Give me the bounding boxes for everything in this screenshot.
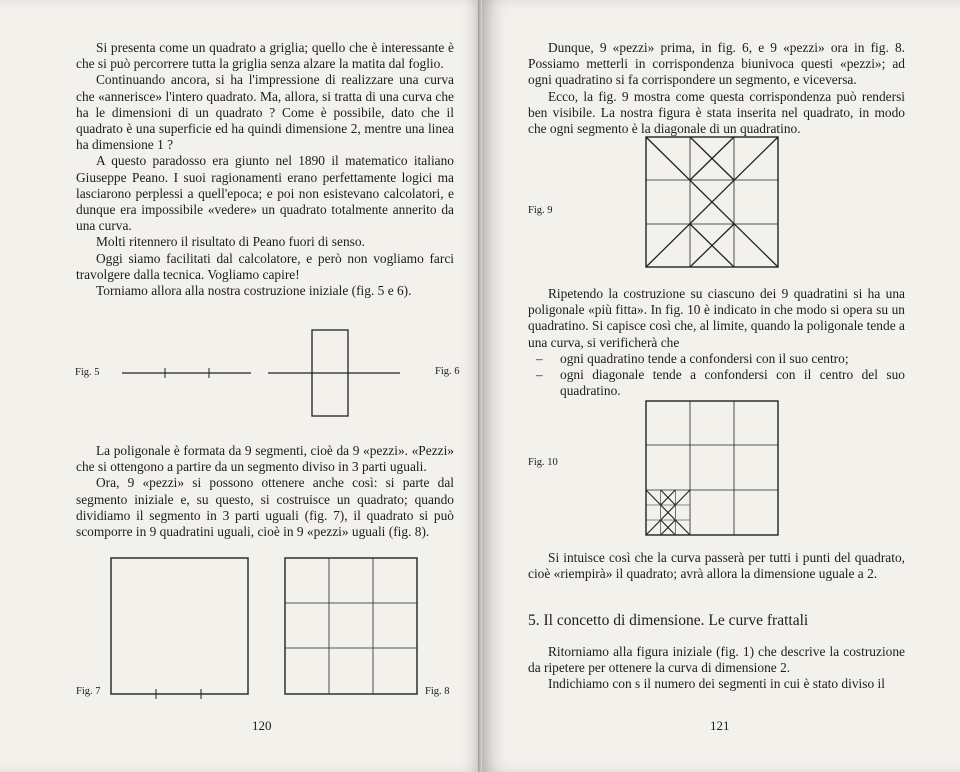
paragraph: La poligonale è formata da 9 segmenti, cioè da 9 «pezzi». «Pezzi» che si ottengono a partire da un segmento diviso in 3 parti uguali. [76,443,454,475]
fig8-drawing [282,555,422,700]
fig10-label: Fig. 10 [528,457,558,468]
fig8-label: Fig. 8 [425,686,450,697]
right-text-block-4 [528,644,905,693]
paragraph: Oggi siamo facilitati dal calcolatore, e però non vogliamo farci travolgere dalla tecnica. Vogliamo capire! [76,250,454,282]
right-text-block-3 [528,550,905,582]
paragraph: Si intuisce così che la curva passerà per tutti i punti del quadrato, cioè «riempirà» il quadrato; avrà allora la dimensione uguale a 2. [528,550,905,582]
paragraph: Torniamo allora alla nostra costruzione iniziale (fig. 5 e 6). [96,283,412,299]
paragraph: Ripetendo la costruzione su ciascuno dei 9 quadratini si ha una poligonale «più fitta». In fig. 10 è indicato in che modo si opera su un quadratino. Si capisce così che, al limite, quando la poligonale tende a una curva, si verificherà che [528,286,905,350]
right-text-block-1 [528,40,905,137]
paragraph: Dunque, 9 «pezzi» prima, in fig. 6, e 9 «pezzi» ora in fig. 8. Possiamo metterli in corrispondenza biunivoca questi «pezzi»; ad ogni quadratino si fa corrispondere un segmento, e viceversa. [528,40,905,88]
list-item: – ogni quadratino tende a confondersi con il suo centro; [528,351,905,367]
paragraph: Ecco, la fig. 9 mostra come questa corrispondenza può rendersi ben visibile. La nostra figura è stata inserita nel quadrato, in modo che ogni segmento è la diagonale di un quadratino. [528,88,905,137]
paragraph: Ritorniamo alla figura iniziale (fig. 1) che descrive la costruzione da ripetere per ottenere la curva di dimensione 2. [528,644,905,676]
paragraph: A questo paradosso era giunto nel 1890 il matematico italiano Giuseppe Peano. I suoi ragionamenti erano perfettamente logici ma lasciarono perplessi a quell'epoca; e poi non esistevano calcolatori, e dunque era impossibile «vedere» un quadrato totalmente annerito da una curva. [76,153,454,234]
fig5-fig6-drawing [118,328,428,418]
left-text-block-2 [76,443,454,540]
paragraph: Si presenta come un quadrato a griglia; quello che è interessante è che si può percorrere tutta la griglia senza alzare la matita dal foglio. [76,40,454,72]
page-number-left: 120 [252,718,272,733]
list-item: – ogni diagonale tende a confondersi con il centro del suo quadratino. [528,367,905,399]
fig10-drawing [644,399,784,539]
left-text-block-1 [76,40,454,299]
fig9-drawing [644,135,784,271]
paragraph: Molti ritennero il risultato di Peano fuori di senso. [96,234,365,250]
paragraph: Continuando ancora, si ha l'impressione di realizzare una curva che «annerisce» l'intero quadrato. Ma, allora, si tratta di una curva che ha le dimensioni di un quadrato ? Come è possibile, dato che il quadrato è una superficie ed ha quindi dimensione 2, mentre una linea ha dimensione 1 ? [76,72,454,153]
fig6-label: Fig. 6 [435,366,460,377]
fig5-label: Fig. 5 [75,367,100,378]
paragraph: Ora, 9 «pezzi» si possono ottenere anche così: si parte dal segmento iniziale e, su questo, si costruisce un quadrato; quando dividiamo il segmento in 3 parti uguali (fig. 7), il quadrato si può scomporre in 9 quadratini uguali, cioè in 9 «pezzi» uguali (fig. 8). [76,475,454,540]
fig9-label: Fig. 9 [528,205,553,216]
section-heading: 5. Il concetto di dimensione. Le curve frattali [528,612,809,629]
page-number-right: 121 [710,718,730,733]
right-page [482,0,960,772]
paragraph: Indichiamo con s il numero dei segmenti in cui è stato diviso il [548,676,885,692]
right-text-block-2 [528,286,905,399]
fig7-drawing [108,555,253,700]
fig7-label: Fig. 7 [76,686,101,697]
list [528,351,905,400]
